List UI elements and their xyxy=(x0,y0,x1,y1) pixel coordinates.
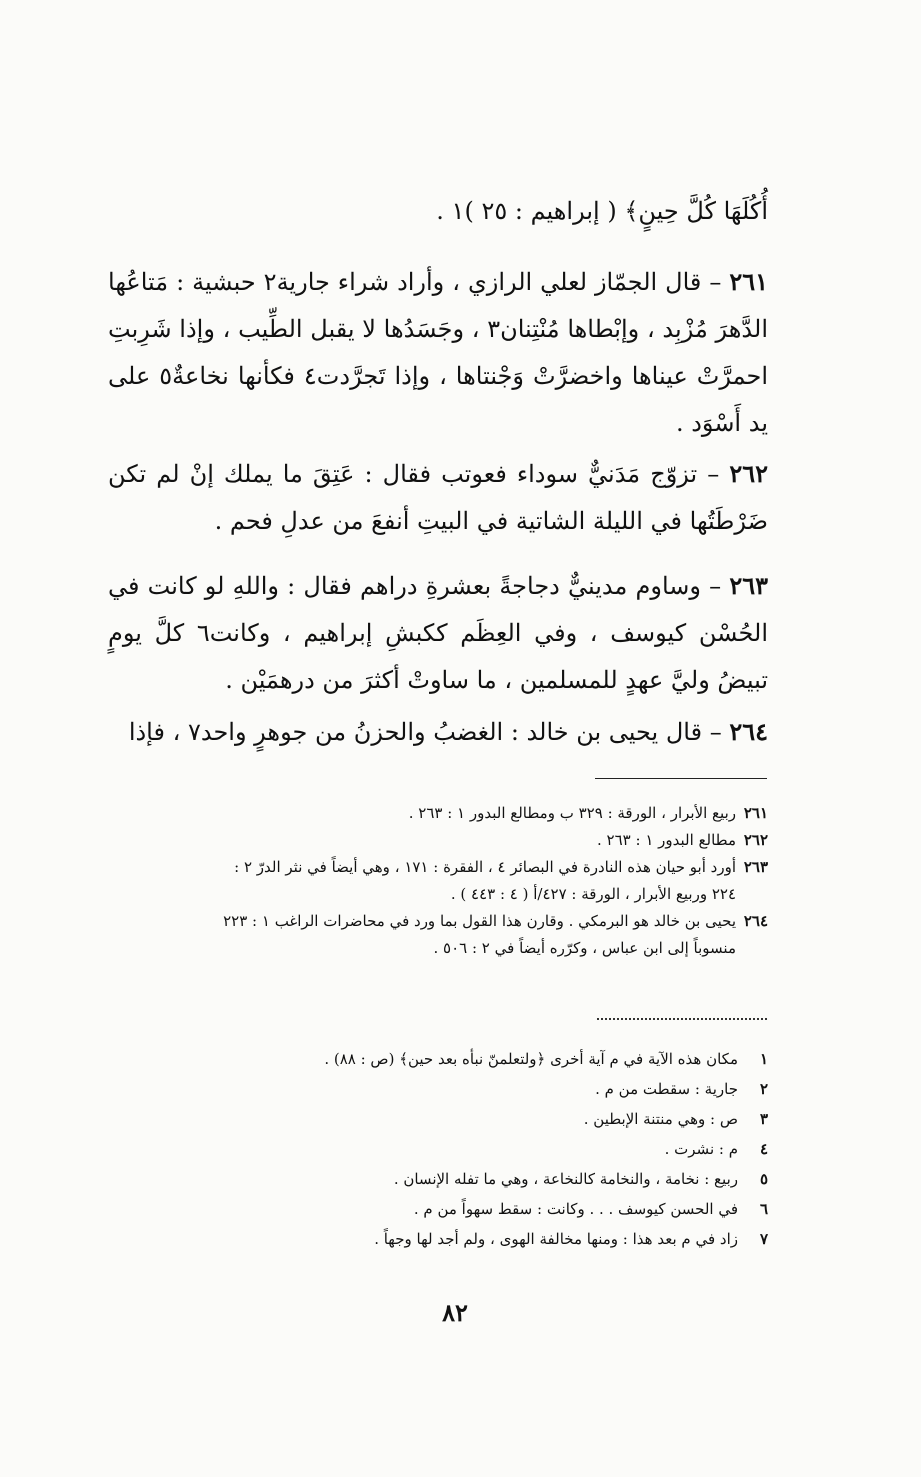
variant-note xyxy=(250,1044,768,1074)
note-text: مطالع البدور ١ : ٢٦٣ . xyxy=(597,831,736,849)
source-note xyxy=(100,908,768,935)
note-number: ١ xyxy=(759,1050,768,1068)
footnote-divider xyxy=(595,778,767,779)
note-text: زاد في م بعد هذا : ومنها مخالفة الهوى ، ولم أجد لها وجهاً . xyxy=(374,1230,738,1248)
note-text: ربيع : نخامة ، والنخامة كالنخاعة ، وهي ما تفله الإنسان . xyxy=(393,1170,738,1188)
note-continuation: منسوباً إلى ابن عباس ، وكرّره أيضاً في ٢ : ٥٠٦ . xyxy=(433,939,736,957)
note-continuation: ٢٢٤ وربيع الأبرار ، الورقة : ٤٢٧/أ ( ٤ : ٤٤٣ ) . xyxy=(450,885,736,903)
verse-tail: أُكُلَهَا كُلَّ حِينٍ﴾ ( إبراهيم : ٢٥ )١ . xyxy=(436,197,768,225)
note-text: ص : وهي منتنة الإبطين . xyxy=(583,1110,738,1128)
note-text: مكان هذه الآية في م آية أخرى ﴿ولتعلمنّ نبأه بعد حين﴾ (ص : ٨٨) . xyxy=(324,1050,738,1068)
note-number: ٤ xyxy=(759,1140,768,1158)
paragraph-number: ٢٦٢ xyxy=(729,459,768,488)
paragraph-number: ٢٦١ xyxy=(729,267,768,296)
paragraph-text: – تزوّج مَدَنيٌّ سوداء فعوتب فقال : عَتِقَ ما يملك إنْ لم تكن ضَرْطَتُها في الليلة الشاتية في البيتِ أنفعَ من عدلِ فحم . xyxy=(108,460,768,535)
note-text: يحيى بن خالد هو البرمكي . وقارن هذا القول بما ورد في محاضرات الراغب ١ : ٢٢٣ xyxy=(223,912,736,930)
variant-note xyxy=(250,1224,768,1254)
note-number: ٣ xyxy=(759,1110,768,1128)
source-note xyxy=(100,827,768,854)
paragraph-263 xyxy=(108,562,768,704)
note-number: ٦ xyxy=(759,1200,768,1218)
note-text: في الحسن كيوسف . . . وكانت : سقط سهواً من م . xyxy=(413,1200,738,1218)
variant-note xyxy=(250,1104,768,1134)
source-note xyxy=(100,800,768,827)
note-number: ٢٦١ xyxy=(743,804,768,822)
note-number: ٢٦٢ xyxy=(743,831,768,849)
note-number: ٢ xyxy=(759,1080,768,1098)
main-text xyxy=(108,188,768,235)
variant-note xyxy=(250,1164,768,1194)
note-number: ٥ xyxy=(759,1170,768,1188)
source-notes xyxy=(100,800,768,962)
variant-note xyxy=(250,1074,768,1104)
page-number: ٨٢ xyxy=(442,1298,468,1327)
variant-notes xyxy=(250,1044,768,1254)
note-text: م : نشرت . xyxy=(664,1140,738,1158)
note-number: ٧ xyxy=(759,1230,768,1248)
paragraph-264 xyxy=(108,708,768,756)
source-note xyxy=(100,854,768,881)
note-number: ٢٦٣ xyxy=(743,858,768,876)
paragraph-262 xyxy=(108,450,768,545)
paragraph-261 xyxy=(108,258,768,447)
paragraph-number: ٢٦٤ xyxy=(729,717,768,746)
note-text: ربيع الأبرار ، الورقة : ٣٢٩ ب ومطالع البدور ١ : ٢٦٣ . xyxy=(408,804,736,822)
paragraph-text: – قال يحيى بن خالد : الغضبُ والحزنُ من جوهرٍ واحد٧ ، فإذا xyxy=(128,718,730,746)
note-text: أورد أبو حيان هذه النادرة في البصائر ٤ ، الفقرة : ١٧١ ، وهي أيضاً في نثر الدرّ ٢ : xyxy=(234,858,736,876)
paragraph-text: – وساوم مدينيٌّ دجاجةً بعشرةِ دراهم فقال : واللهِ لو كانت في الحُسْن كيوسف ، وفي العِظَم ككبشِ إبراهيم ، وكانت٦ كلَّ يومٍ تبيضُ وليَّ عهدٍ للمسلمين ، ما ساوتْ أكثرَ من درهمَيْن . xyxy=(108,572,769,694)
note-text: جارية : سقطت من م . xyxy=(595,1080,738,1098)
variants-divider xyxy=(597,1018,767,1020)
variant-note xyxy=(250,1134,768,1164)
paragraph-text: – قال الجمّاز لعلي الرازي ، وأراد شراء جارية٢ حبشية : مَتاعُها الدَّهرَ مُزْبِد ، وإبْطاها مُنْتِنان٣ ، وجَسَدُها لا يقبل الطِّيب ، وإذا شَرِبتِ احمرَّتْ عيناها واخضرَّتْ وَجْنتاها ، وإذا تَجرَّدت٤ فكأنها نخاعةٌ٥ على يد أَسْوَد . xyxy=(108,268,769,437)
note-number: ٢٦٤ xyxy=(743,912,768,930)
paragraph-number: ٢٦٣ xyxy=(729,571,768,600)
variant-note xyxy=(250,1194,768,1224)
